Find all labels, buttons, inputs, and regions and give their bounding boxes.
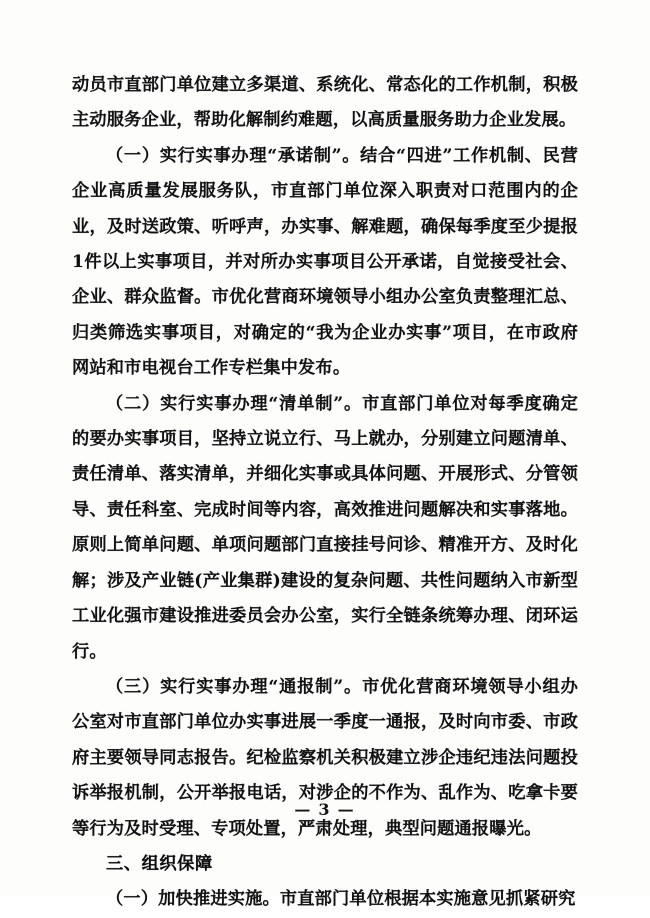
footer-dash-right: — xyxy=(337,800,356,819)
paragraph-last: （一）加快推进实施。市直部门单位根据本实施意见抓紧研究 xyxy=(106,889,576,910)
paragraph-continued: 动员市直部门单位建立多渠道、系统化、常态化的工作机制，积极主动服务企业，帮助化解制约难题，以高质量服务助力企业发展。 xyxy=(72,75,578,131)
paragraph-item-2: （二）实行实事办理“清单制”。市直部门单位对每季度确定的要办实事项目，坚持立说立行、马上就办，分别建立问题清单、责任清单、落实清单，并细化实事或具体问题、开展形式、分管领导、责任科室、完成时间等内容，高效推进问题解决和实事落地。原则上简单问题、单项问题部门直接挂号问诊、精准开方、及时化解；涉及产业链(产业集群)建设的复杂问题、共性问题纳入市新型工业化强市建设推进委员会办公室，实行全链条统筹办理、闭环运行。 xyxy=(72,393,578,662)
footer-dash-left: — xyxy=(294,800,313,819)
paragraph-item-1: （一）实行实事办理“承诺制”。结合“四进”工作机制、民营企业高质量发展服务队，市直部门单位深入职责对口范围内的企业，及时送政策、听呼声，办实事、解难题，确保每季度至少提报1件以上实事项目，并对所办实事项目公开承诺，自觉接受社会、企业、群众监督。市优化营商环境领导小组办公室负责整理汇总、归类筛选实事项目，对确定的“我为企业办实事”项目，在市政府网站和市电视台工作专栏集中发布。 xyxy=(72,145,578,379)
paragraph-item-3: （三）实行实事办理“通报制”。市优化营商环境领导小组办公室对市直部门单位办实事进展一季度一通报，及时向市委、市政府主要领导同志报告。纪检监察机关积极建立涉企违纪违法问题投诉举报机制，公开举报电话，对涉企的不作为、乱作为、吃拿卡要等行为及时受理、专项处置，严肃处理，典型问题通报曝光。 xyxy=(72,676,578,839)
page-footer xyxy=(0,800,650,819)
document-body xyxy=(72,68,578,918)
page-number-value: 3 xyxy=(318,800,332,819)
section-heading: 三、组织保障 xyxy=(106,853,213,874)
